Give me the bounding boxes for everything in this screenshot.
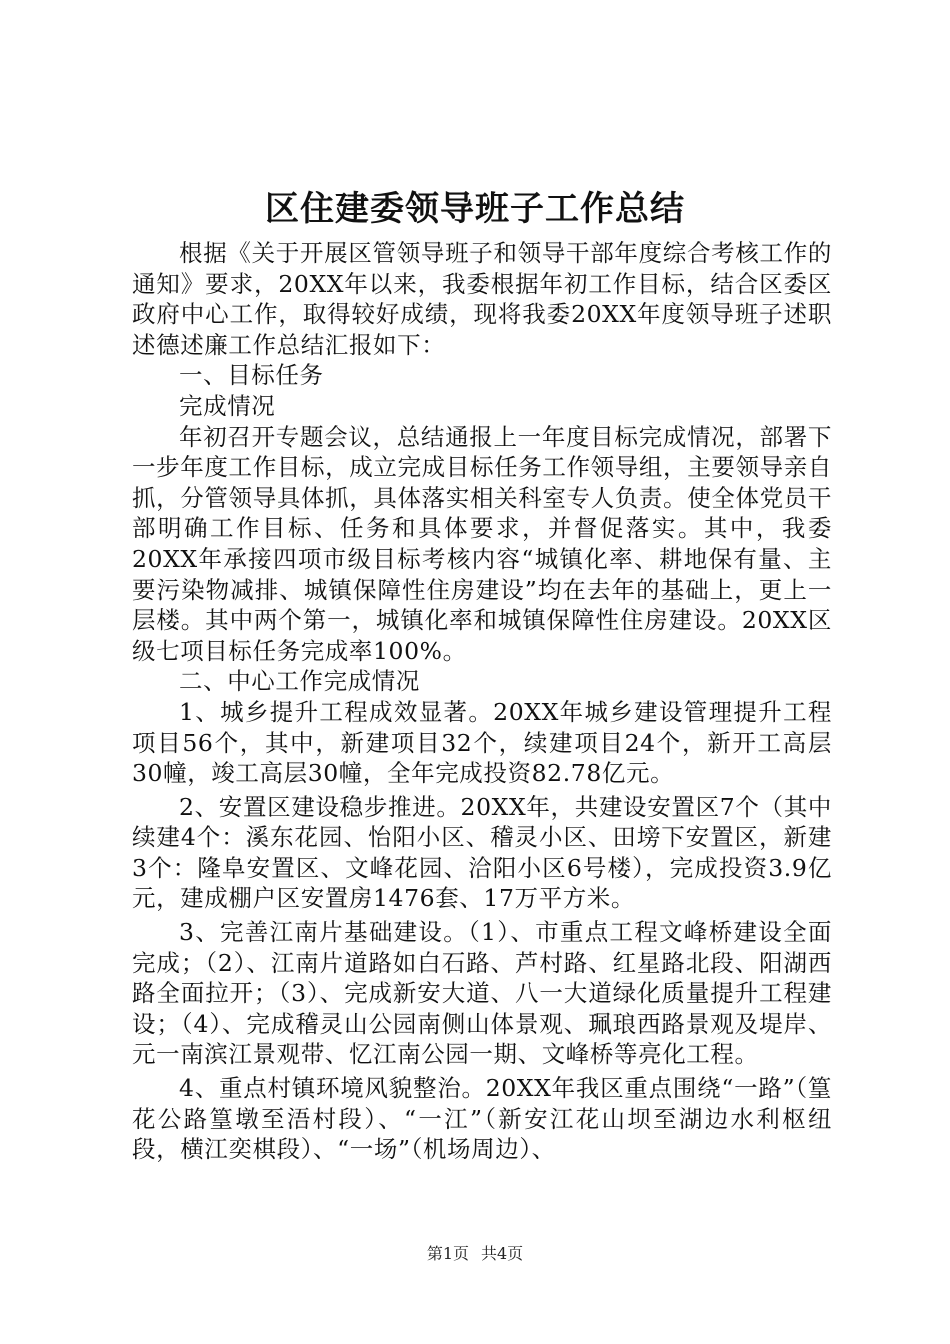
page-total: 共4页 bbox=[481, 1244, 524, 1263]
paragraph-intro: 根据《关于开展区管领导班子和领导干部年度综合考核工作的通知》要求，20XX年以来，我委根据年初工作目标，结合区委区政府中心工作，取得较好成绩，现将我委20XX年度领导班子述职述德述廉工作总结汇报如下： bbox=[132, 239, 832, 359]
page-number: 第1页 bbox=[426, 1244, 469, 1263]
paragraph-item-4: 4、重点村镇环境风貌整治。20XX年我区重点围绕“一路”（篁花公路篁墩至浯村段）、“一江”（新安江花山坝至湖边水利枢纽段，横江奕棋段）、“一场”（机场周边）、 bbox=[132, 1074, 832, 1164]
paragraph-targets: 年初召开专题会议，总结通报上一年度目标完成情况，部署下一步年度工作目标，成立完成目标任务工作领导组，主要领导亲自抓，分管领导具体抓，具体落实相关科室专人负责。使全体党员干部明确工作目标、任务和具体要求，并督促落实。其中，我委20XX年承接四项市级目标考核内容“城镇化率、耕地保有量、主要污染物减排、城镇保障性住房建设”均在去年的基础上，更上一层楼。其中两个第一，城镇化率和城镇保障性住房建设。20XX区级七项目标任务完成率100%。 bbox=[132, 422, 832, 665]
paragraph-item-1: 1、城乡提升工程成效显著。20XX年城乡建设管理提升工程项目56个，其中，新建项目32个，续建项目24个，新开工高层30幢，竣工高层30幢，全年完成投资82.78亿元。 bbox=[132, 697, 832, 788]
section-heading-central-work: 二、中心工作完成情况 bbox=[179, 667, 420, 696]
document-body bbox=[132, 238, 832, 1165]
paragraph-item-3: 3、完善江南片基础建设。（1）、市重点工程文峰桥建设全面完成；（2）、江南片道路如白石路、芦村路、红星路北段、阳湖西路全面拉开；（3）、完成新安大道、八一大道绿化质量提升工程建设；（4）、完成稽灵山公园南侧山体景观、珮琅西路景观及堤岸、元一南滨江景观带、忆江南公园一期、文峰桥等亮化工程。 bbox=[132, 918, 832, 1069]
section-subheading-completion: 完成情况 bbox=[179, 391, 276, 420]
document-title: 区住建委领导班子工作总结 bbox=[265, 189, 685, 229]
page-footer bbox=[0, 1244, 950, 1264]
paragraph-item-2: 2、安置区建设稳步推进。20XX年，共建设安置区7个（其中续建4个：溪东花园、怡阳小区、稽灵小区、田塝下安置区，新建3个：隆阜安置区、文峰花园、洽阳小区6号楼），完成投资3.9亿元，建成棚户区安置房1476套、17万平方米。 bbox=[132, 792, 832, 913]
section-heading-targets: 一、目标任务 bbox=[179, 361, 324, 390]
